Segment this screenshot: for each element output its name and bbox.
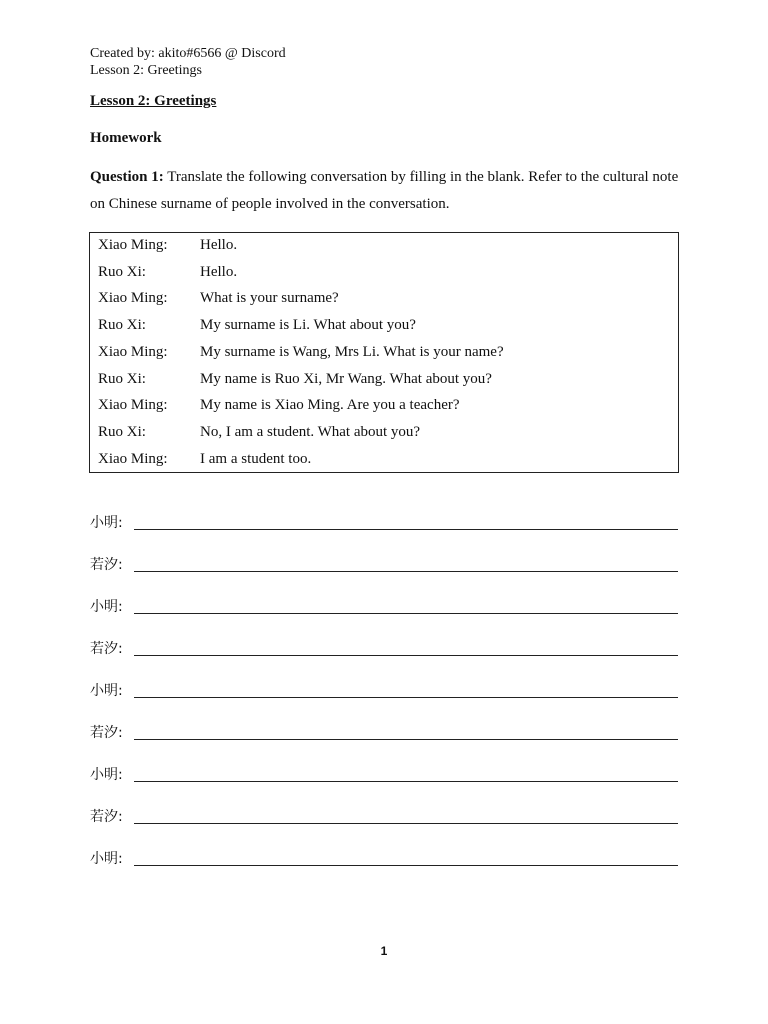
header-created-by: Created by: akito#6566 @ Discord [90,46,286,61]
answer-speaker-label: 小明: [90,515,123,531]
answer-row [90,722,678,744]
answer-row [90,596,678,618]
speaker: Ruo Xi: [98,424,146,440]
conversation-row [90,236,678,262]
answer-row [90,638,678,660]
answer-row [90,512,678,534]
answer-row [90,764,678,786]
answer-row [90,554,678,576]
page-number: 1 [380,944,388,958]
answer-blank[interactable] [134,865,678,866]
conversation-row [90,423,678,449]
answer-row [90,680,678,702]
speaker: Xiao Ming: [98,290,168,306]
dialogue-line: My surname is Li. What about you? [200,317,416,333]
section-heading: Homework [90,130,162,146]
page-header [90,45,286,79]
dialogue-line: Hello. [200,237,238,253]
answer-blank[interactable] [134,781,678,782]
answer-blank[interactable] [134,697,678,698]
answer-blank[interactable] [134,739,678,740]
speaker: Xiao Ming: [98,397,168,413]
conversation-row [90,316,678,342]
speaker: Ruo Xi: [98,371,146,387]
answer-blank[interactable] [134,613,678,614]
lesson-title: Lesson 2: Greetings [90,93,217,109]
speaker: Ruo Xi: [98,264,146,280]
conversation-row [90,450,678,476]
dialogue-line: I am a student too. [200,451,312,467]
question-text: Translate the following conversation by filling in the blank. Refer to the cultural note on Chinese surname of people involved in the conversation. [90,169,679,212]
conversation-row [90,370,678,396]
dialogue-line: No, I am a student. What about you? [200,424,421,440]
answer-speaker-label: 若汐: [90,809,123,825]
speaker: Xiao Ming: [98,237,168,253]
dialogue-line: My name is Xiao Ming. Are you a teacher? [200,397,460,413]
answer-speaker-label: 小明: [90,851,123,867]
question-label: Question 1: [90,169,164,185]
dialogue-line: Hello. [200,264,238,280]
answer-speaker-label: 若汐: [90,641,123,657]
speaker: Ruo Xi: [98,317,146,333]
answer-row [90,806,678,828]
conversation-row [90,263,678,289]
answer-blank[interactable] [134,655,678,656]
answer-blank[interactable] [134,823,678,824]
answer-speaker-label: 小明: [90,767,123,783]
answer-blank[interactable] [134,571,678,572]
answer-speaker-label: 若汐: [90,557,123,573]
conversation-table [89,232,679,473]
answer-speaker-label: 若汐: [90,725,123,741]
conversation-row [90,396,678,422]
dialogue-line: My surname is Wang, Mrs Li. What is your name? [200,344,504,360]
header-lesson: Lesson 2: Greetings [90,63,202,78]
conversation-row [90,343,678,369]
speaker: Xiao Ming: [98,344,168,360]
question-1 [90,164,690,218]
dialogue-line: What is your surname? [200,290,339,306]
answer-blank[interactable] [134,529,678,530]
answer-speaker-label: 小明: [90,599,123,615]
answer-speaker-label: 小明: [90,683,123,699]
conversation-row [90,289,678,315]
speaker: Xiao Ming: [98,451,168,467]
dialogue-line: My name is Ruo Xi, Mr Wang. What about you? [200,371,492,387]
answer-row [90,848,678,870]
